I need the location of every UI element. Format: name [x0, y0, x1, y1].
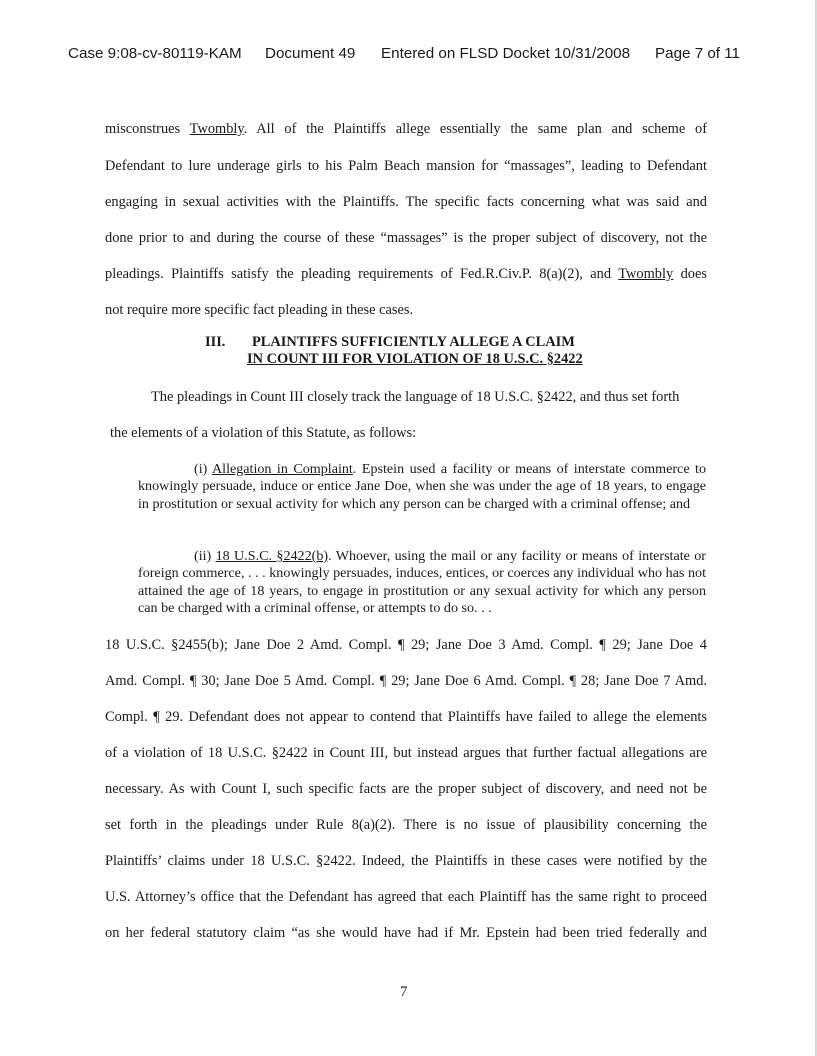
para1-line5: pleadings. Plaintiffs satisfy the pleading requirements of Fed.R.Civ.P. 8(a)(2), and Twombly does [105, 266, 707, 282]
para1-line6: not require more specific fact pleading in these cases. [105, 302, 414, 318]
page-number: 7 [400, 984, 408, 1000]
para2-line2: the elements of a violation of this Statute, as follows: [110, 425, 417, 441]
para3-line1: 18 U.S.C. §2455(b); Jane Doe 2 Amd. Compl. ¶ 29; Jane Doe 3 Amd. Compl. ¶ 29; Jane Doe 4 [105, 637, 707, 653]
block-quote-statute: (ii) 18 U.S.C. §2422(b). Whoever, using the mail or any facility or means of interstate or foreign commerce, . . . knowingly persuades, induces, entices, or coerces any individual who has not attained the age of 18 years, to engage in prostitution or any sexual activity for which any person can be charged with a criminal offense, or attempts to do so. . . [138, 548, 707, 616]
para1-line2: Defendant to lure underage girls to his Palm Beach mansion for “massages”, leading to Defendant [105, 158, 707, 174]
para3-line6: set forth in the pleadings under Rule 8(a)(2). There is no issue of plausibility concerning the [105, 817, 707, 833]
document-number: Document 49 [265, 45, 356, 62]
para3-line2: Amd. Compl. ¶ 30; Jane Doe 5 Amd. Compl. ¶ 29; Jane Doe 6 Amd. Compl. ¶ 28; Jane Doe 7 Amd. [105, 673, 707, 689]
quote-label: Allegation in Complaint [211, 461, 353, 477]
para3-line5: necessary. As with Count I, such specific facts are the proper subject of discovery, and need not be [105, 781, 707, 797]
quote-label: 18 U.S.C. §2422(b) [215, 548, 329, 564]
para1-line1: misconstrues Twombly. All of the Plaintiffs allege essentially the same plan and scheme of [105, 121, 707, 137]
block-quote-complaint: (i) Allegation in Complaint. Epstein used a facility or means of interstate commerce to knowingly persuade, induce or entice Jane Doe, when she was under the age of 18 years, to engage in prostitution or sexual activity for which any person can be charged with a criminal offense; and [138, 461, 706, 512]
para3-line3: Compl. ¶ 29. Defendant does not appear to contend that Plaintiffs have failed to allege the elements [105, 709, 707, 725]
para2-line1: The pleadings in Count III closely track the language of 18 U.S.C. §2422, and thus set forth [151, 389, 680, 405]
para1-line4: done prior to and during the course of these “massages” is the proper subject of discovery, not the [105, 230, 707, 246]
para3-line7: Plaintiffs’ claims under 18 U.S.C. §2422. Indeed, the Plaintiffs in these cases were notified by the [105, 853, 707, 869]
section-number: III. [205, 334, 226, 350]
section-title-line1: PLAINTIFFS SUFFICIENTLY ALLEGE A CLAIM [252, 334, 575, 350]
para3-line9: on her federal statutory claim “as she would have had if Mr. Epstein had been tried federally and [105, 925, 707, 941]
case-number: Case 9:08-cv-80119-KAM [68, 45, 242, 62]
docket-entry: Entered on FLSD Docket 10/31/2008 [381, 45, 631, 62]
page-indicator: Page 7 of 11 [655, 45, 741, 62]
para1-line3: engaging in sexual activities with the Plaintiffs. The specific facts concerning what was said and [105, 194, 707, 210]
para3-line4: of a violation of 18 U.S.C. §2422 in Count III, but instead argues that further factual allegations are [105, 745, 707, 761]
case-cite-twombly: Twombly [189, 121, 244, 137]
case-cite-twombly: Twombly [618, 266, 674, 282]
section-title-line2: IN COUNT III FOR VIOLATION OF 18 U.S.C. §2422 [247, 351, 583, 367]
para3-line8: U.S. Attorney’s office that the Defendant has agreed that each Plaintiff has the same right to proceed [105, 889, 707, 905]
